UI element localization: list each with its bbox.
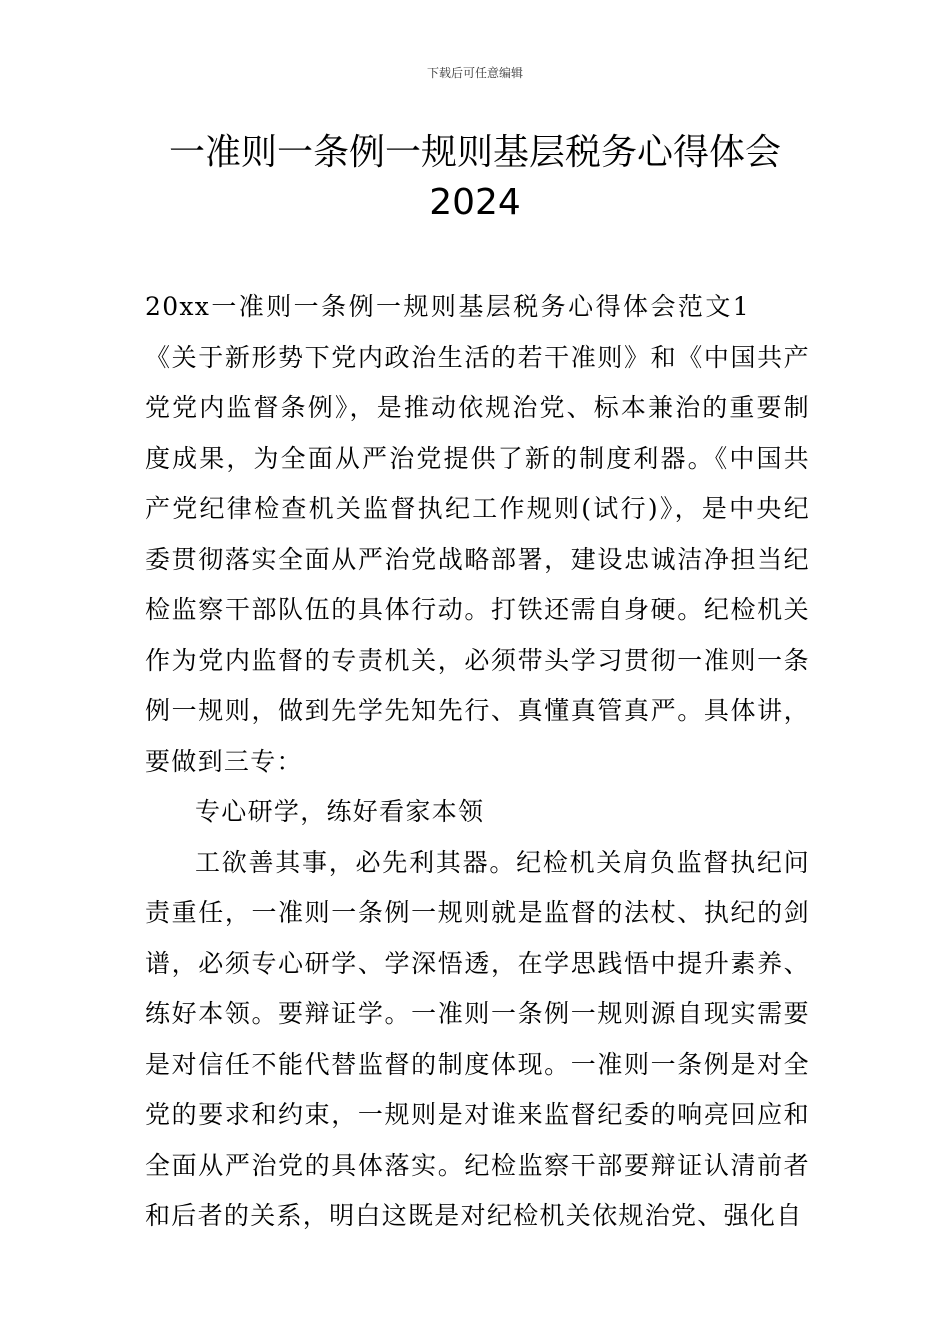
paragraph-2: 工欲善其事，必先利其器。纪检机关肩负监督执纪问责重任，一准则一条例一规则就是监督的法杖、执纪的剑谱，必须专心研学、学深悟透，在学思践悟中提升素养、练好本领。要辩证学。一准则一条例一规则源自现实需要是对信任不能代替监督的制度体现。一准则一条例是对全党的要求和约束，一规则是对谁来监督纪委的响亮回应和全面从严治党的具体落实。纪检监察干部要辩证认清前者和后者的关系，明白这既是对纪检机关依规治党、强化自 <box>145 847 810 1230</box>
document-title <box>100 128 850 228</box>
section-heading: 专心研学，练好看家本领 <box>195 797 485 826</box>
title-line-1: 一准则一条例一规则基层税务心得体会 <box>168 132 781 173</box>
intro-rest: 《关于新形势下党内政治生活的若干准则》和《中国共产党党内监督条例》，是推动依规治党、标本兼治的重要制度成果，为全面从严治党提供了新的制度利器。《中国共产党纪律检查机关监督执纪工作规则(试行)》，是中央纪委贯彻落实全面从严治党战略部署，建设忠诚洁净担当纪检监察干部队伍的具体行动。打铁还需自身硬。纪检机关作为党内监督的专责机关，必须带头学习贯彻一准则一条例一规则，做到先学先知先行、真懂真管真严。具体讲，要做到三专： <box>145 342 810 776</box>
intro-lead: 20xx一准则一条例一规则基层税务心得体会范文1 <box>145 292 750 321</box>
document-body <box>145 282 810 1242</box>
title-line-2: 2024 <box>429 182 521 223</box>
header-note: 下载后可任意编辑 <box>426 66 523 80</box>
intro-paragraph <box>145 282 810 787</box>
